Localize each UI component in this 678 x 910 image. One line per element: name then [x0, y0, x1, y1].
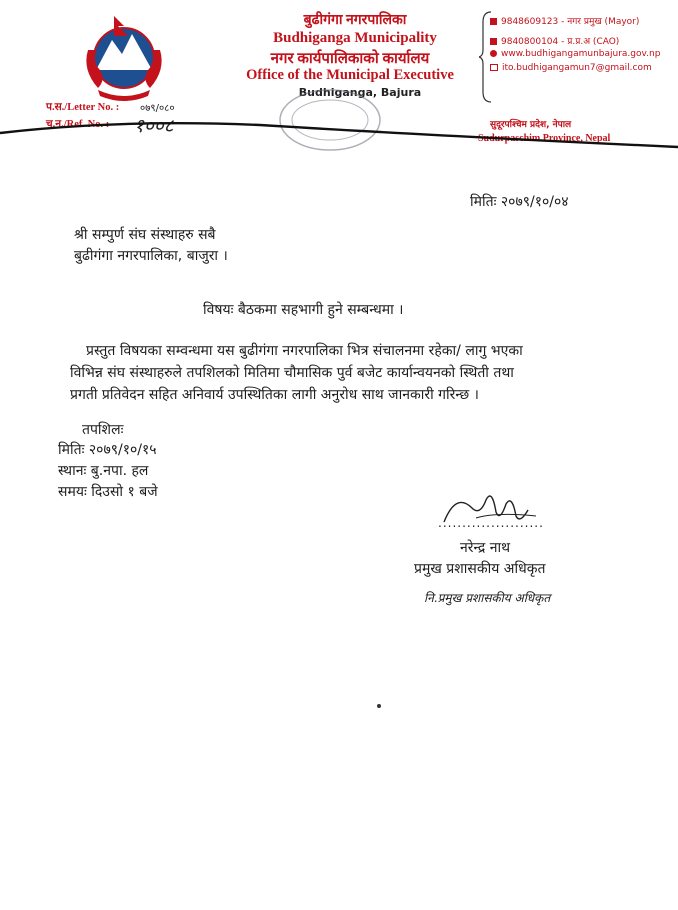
municipality-name-english: Budhiganga Municipality [273, 30, 437, 46]
ink-speck [377, 704, 381, 708]
letter-no-label: प.स./Letter No. : [46, 102, 120, 113]
province-english: Sudurpaschim Province, Nepal [478, 133, 611, 144]
office-name-nepali: नगर कार्यपालिकाको कार्यालय [270, 51, 430, 67]
globe-icon [490, 50, 497, 57]
ref-no-label: च.न./Ref. No. : [46, 119, 110, 130]
office-location: Budhiganga, Bajura [298, 86, 422, 99]
letter-subject: विषयः बैठकमा सहभागी हुने सम्बन्धमा । [203, 302, 404, 318]
detail-time: समयः दिउसो १ बजे [58, 484, 158, 500]
contact-mayor: 9848609123 - नगर प्रमुख (Mayor) [490, 14, 639, 27]
phone-icon [490, 18, 497, 25]
contact-website: www.budhigangamunbajura.gov.np [490, 49, 660, 59]
detail-place: स्थानः बु.नपा. हल [58, 463, 149, 479]
detail-date: मितिः २०७९/१०/१५ [58, 442, 157, 458]
signatory-name: नरेन्द्र नाथ [460, 540, 511, 556]
signature-line: ...................... [438, 516, 544, 530]
body-line: प्रगती प्रतिवेदन सहित अनिवार्य उपस्थितिका लागी अनुरोध साथ जानकारी गरिन्छ । [70, 387, 479, 403]
letter-body [70, 340, 630, 406]
signatory-handwritten-title: नि.प्रमुख प्रशासकीय अधिकृत [424, 591, 551, 605]
body-line: प्रस्तुत विषयका सम्वन्धमा यस बुढीगंगा नगरपालिका भित्र संचालनमा रहेका/ लागु भएका [86, 343, 523, 359]
province-nepali: सुदूरपश्चिम प्रदेश, नेपाल [490, 120, 572, 130]
signatory-title: प्रमुख प्रशासकीय अधिकृत [414, 561, 546, 577]
contact-email: ito.budhigangamun7@gmail.com [490, 63, 652, 73]
office-name-english: Office of the Municipal Executive [246, 67, 454, 83]
letter-date: मितिः २०७९/१०/०४ [470, 194, 569, 210]
municipality-name-nepali: बुढीगंगा नगरपालिका [303, 13, 407, 28]
addressee-line-1: श्री सम्पुर्ण संघ संस्थाहरु सबै [74, 227, 216, 243]
phone-icon [490, 38, 497, 45]
mail-icon [490, 64, 498, 71]
addressee-line-2: बुढीगंगा नगरपालिका, बाजुरा । [74, 248, 228, 264]
body-line: विभिन्न संघ संस्थाहरुले तपशिलको मितिमा चौमासिक पुर्व बजेट कार्यान्वयनको स्थिती तथा [70, 365, 514, 381]
header-divider [0, 113, 678, 153]
letter-no-value: ०७९/०८० [140, 103, 175, 114]
details-heading: तपशिलः [82, 422, 124, 438]
ref-no-value: १००८ [134, 115, 174, 137]
municipality-emblem [78, 10, 170, 102]
contact-cao: 9840800104 - प्र.प्र.अ (CAO) [490, 34, 619, 47]
